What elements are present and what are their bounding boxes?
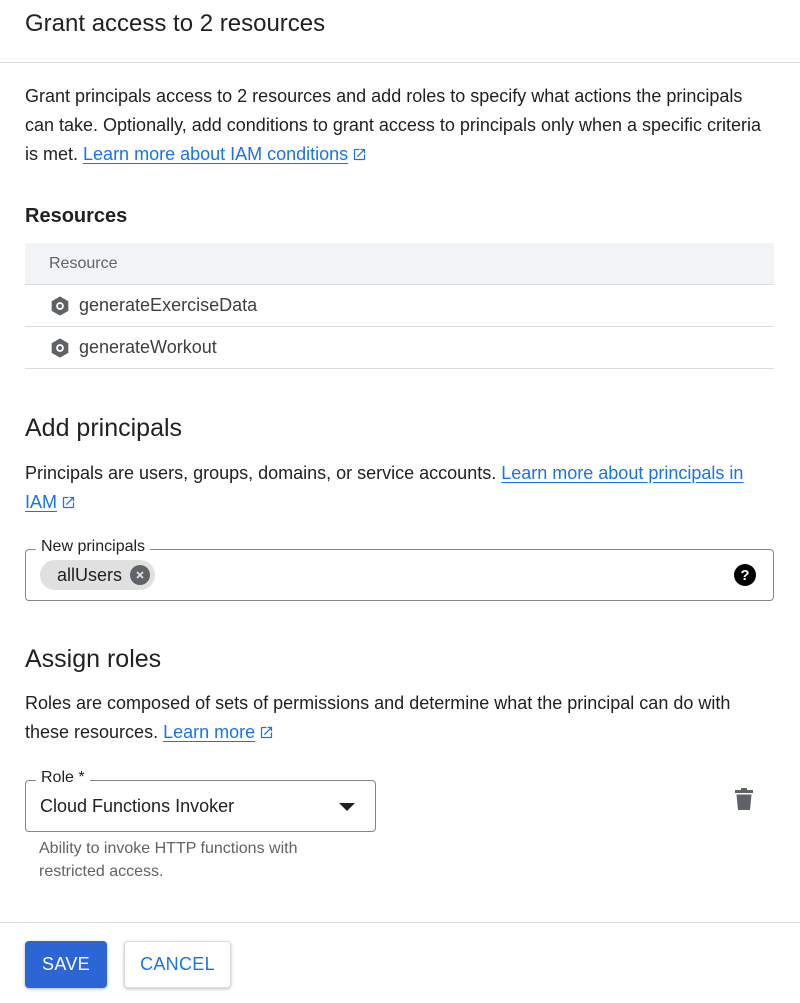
- resource-column-header: Resource: [25, 243, 774, 285]
- intro-paragraph: [25, 82, 775, 171]
- external-link-icon: [352, 142, 367, 171]
- chip-label: allUsers: [57, 564, 123, 585]
- external-link-icon: [259, 720, 274, 749]
- cloud-function-icon: [49, 295, 71, 317]
- cloud-function-icon: [49, 337, 71, 359]
- table-row: [25, 285, 774, 327]
- resources-table: [25, 243, 774, 369]
- table-row: [25, 327, 774, 369]
- add-principals-title: Add principals: [25, 414, 183, 442]
- role-hint: Ability to invoke HTTP functions with restricted access.: [39, 840, 298, 880]
- principal-chip[interactable]: [40, 560, 155, 590]
- resource-name: generateExerciseData: [79, 295, 258, 315]
- chip-remove-icon[interactable]: [130, 565, 150, 585]
- cancel-button[interactable]: CANCEL: [124, 941, 231, 988]
- help-icon[interactable]: ?: [734, 564, 756, 586]
- iam-conditions-link[interactable]: Learn more about IAM conditions: [83, 144, 349, 164]
- principals-description: Principals are users, groups, domains, or service accounts. Learn more about principals in IAM: [25, 459, 775, 519]
- trash-icon[interactable]: [735, 788, 753, 815]
- role-label: Role *: [36, 769, 90, 787]
- save-button[interactable]: SAVE: [25, 941, 107, 988]
- resources-title: Resources: [25, 205, 128, 227]
- dropdown-arrow-icon: [339, 803, 355, 811]
- role-selected-value: Cloud Functions Invoker: [40, 796, 235, 816]
- principals-learn-more-link[interactable]: Learn more about principals in IAM: [25, 463, 744, 512]
- dialog-footer-divider: [0, 922, 800, 923]
- external-link-icon: [61, 490, 76, 519]
- roles-description: Roles are composed of sets of permissions and determine what the principal can do with these resources. Learn more: [25, 689, 775, 749]
- roles-learn-more-link[interactable]: Learn more: [163, 722, 256, 742]
- assign-roles-title: Assign roles: [25, 645, 162, 673]
- intro-text: Grant principals access to 2 resources and add roles to specify what actions the principals can take. Optionally, add conditions to grant access to principals only when a specific criteria is met.: [25, 86, 762, 164]
- role-select[interactable]: [25, 769, 376, 832]
- dialog-title: Grant access to 2 resources: [25, 10, 326, 37]
- new-principals-input[interactable]: [25, 538, 774, 601]
- resource-name: generateWorkout: [79, 337, 217, 357]
- new-principals-label: New principals: [36, 538, 150, 556]
